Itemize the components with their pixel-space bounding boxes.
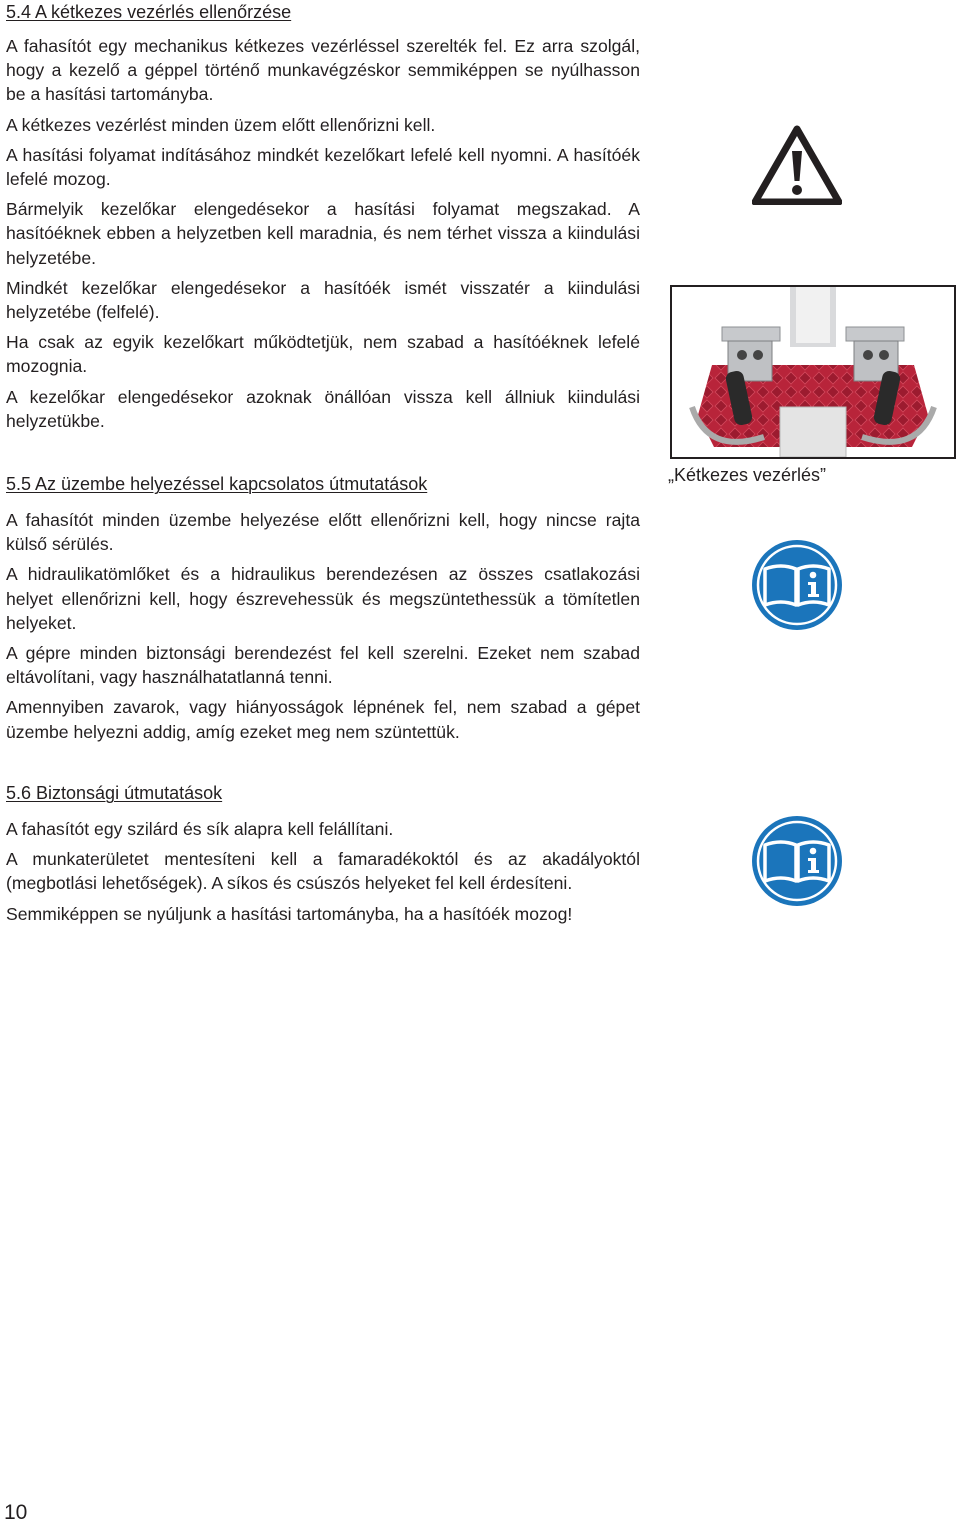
section-5-6 (6, 781, 640, 932)
paragraph: Semmiképpen se nyúljunk a hasítási tartományba, ha a hasítóék mozog! (6, 903, 573, 924)
paragraph: A munkaterületet mentesíteni kell a famaradékoktól és az akadályoktól (megbotlási lehetőségek). A síkos és csúszós helyeket fel kell érdesíteni. (6, 849, 640, 894)
section-heading: 5.4 A kétkezes vezérlés ellenőrzése (6, 2, 292, 22)
paragraph: A gépre minden biztonsági berendezést fel kell szerelni. Ezeket nem szabad eltávolítani, vagy használhatatlanná tenni. (6, 643, 640, 688)
section-5-4 (6, 0, 640, 439)
paragraph: A hidraulikatömlőket és a hidraulikus berendezésen az összes csatlakozási helyet ellenőrizni kell, hogy észrevehessük és megszüntethessük a tömítetlen helyeket. (6, 564, 640, 633)
two-hand-control-illustration (672, 287, 954, 457)
paragraph: A fahasítót egy szilárd és sík alapra kell felállítani. (6, 819, 394, 839)
paragraph: Mindkét kezelőkar elengedésekor a hasítóék ismét visszatér a kiindulási helyzetébe (felfelé). (6, 277, 640, 323)
paragraph: Amennyiben zavarok, vagy hiányosságok lépnének fel, nem szabad a gépet üzembe helyezni addig, amíg ezeket meg nem szüntettük. (6, 697, 640, 742)
paragraph: Bármelyik kezelőkar elengedésekor a hasítási folyamat megszakad. A hasítóéknek ebben a helyzetben kell maradnia, és nem térhet vissza a kiindulási helyzetébe. (6, 199, 640, 268)
two-hand-control-photo (670, 285, 956, 459)
page-number: 10 (4, 1501, 28, 1524)
paragraph: A fahasítót egy mechanikus kétkezes vezérléssel szerelték fel. Ez arra szolgál, hogy a kezelő a géppel történő munkavégzéskor semmiképpen se nyúlhasson be a hasítási tartományba. (6, 36, 640, 105)
paragraph: A kezelőkar elengedésekor azoknak önállóan vissza kell állniuk kiindulási helyzetükbe. (6, 386, 640, 431)
paragraph: A fahasítót minden üzembe helyezése előtt ellenőrizni kell, hogy nincse rajta külső sérülés. (6, 510, 640, 555)
paragraph: A kétkezes vezérlést minden üzem előtt ellenőrizni kell. (6, 114, 436, 135)
warning-triangle-icon (752, 125, 842, 205)
paragraph: A hasítási folyamat indításához mindkét kezelőkart lefelé kell nyomni. A hasítóék lefelé mozog. (6, 144, 640, 190)
section-heading: 5.6 Biztonsági útmutatások (6, 783, 223, 803)
manual-info-icon (751, 539, 843, 631)
manual-info-icon (751, 815, 843, 907)
section-heading: 5.5 Az üzembe helyezéssel kapcsolatos útmutatások (6, 474, 428, 494)
photo-caption: „Kétkezes vezérlés” (668, 465, 827, 485)
section-5-5 (6, 472, 640, 750)
paragraph: Ha csak az egyik kezelőkart működtetjük, nem szabad a hasítóéknek lefelé mozognia. (6, 332, 640, 377)
